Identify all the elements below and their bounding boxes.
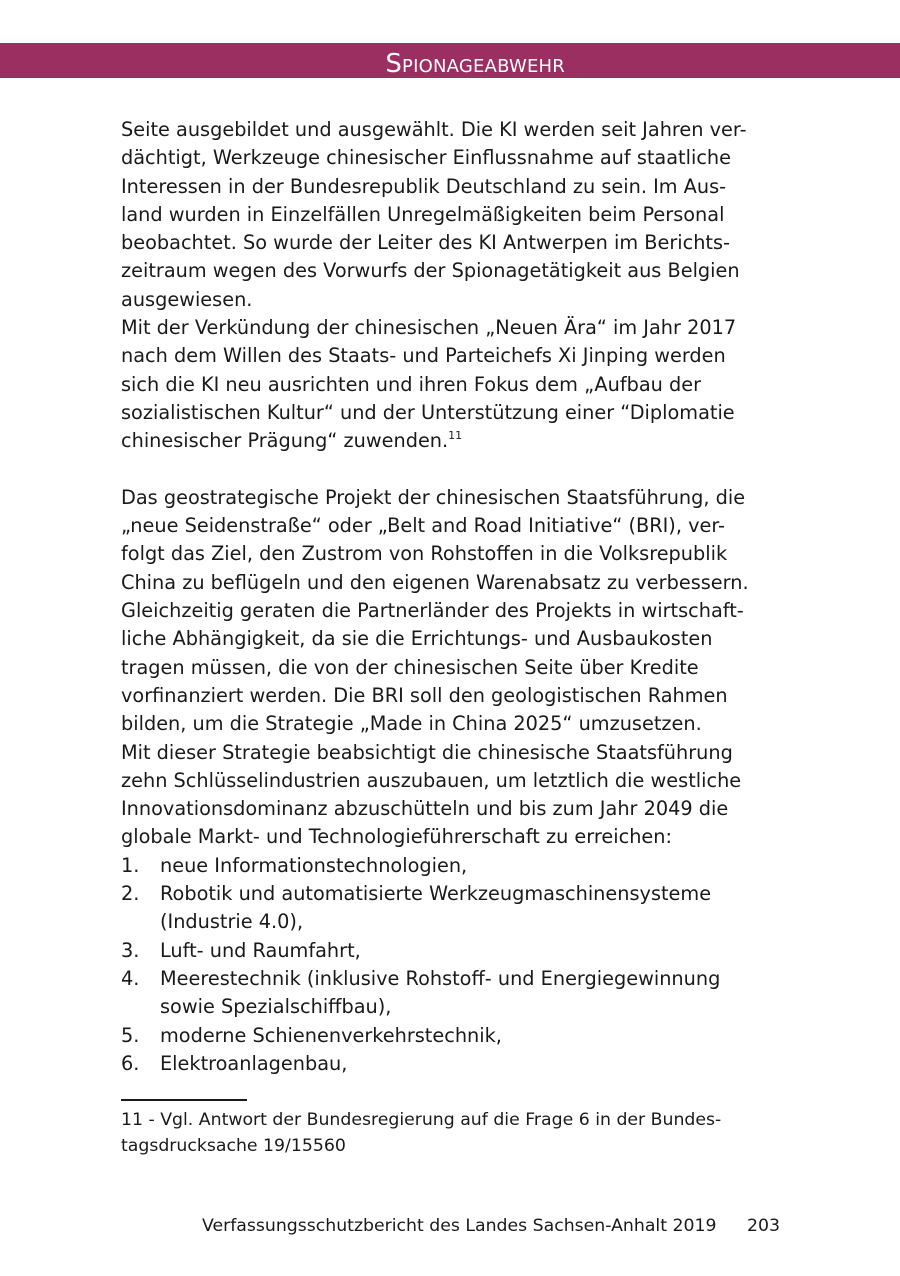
list-item-text: neue Informationstechnologien, bbox=[160, 853, 468, 877]
text-line: liche Abhängigkeit, da sie die Errichtungs- und Ausbaukosten bbox=[121, 627, 713, 651]
text-line: Mit der Verkündung der chinesischen „Neuen Ära“ im Jahr 2017 bbox=[121, 316, 737, 340]
paragraph-3 bbox=[121, 484, 781, 739]
text-line: nach dem Willen des Staats- und Parteichefs Xi Jinping werden bbox=[121, 344, 726, 368]
text-line: dächtigt, Werkzeuge chinesischer Einflussnahme auf staatliche bbox=[121, 146, 732, 170]
list-item-text: Luft- und Raumfahrt, bbox=[160, 938, 361, 962]
text-line: land wurden in Einzelfällen Unregelmäßigkeiten beim Personal bbox=[121, 202, 725, 226]
list-number: 2. bbox=[121, 882, 140, 906]
footnote-line: tagsdrucksache 19/15560 bbox=[121, 1136, 346, 1156]
list-item-text: Robotik und automatisierte Werkzeugmaschinensysteme bbox=[160, 882, 712, 906]
text-line: vorfinanziert werden. Die BRI soll den geologistischen Rahmen bbox=[121, 683, 728, 707]
text-line: Gleichzeitig geraten die Partnerländer des Projekts in wirtschaft- bbox=[121, 599, 744, 623]
text-line: zehn Schlüsselindustrien auszubauen, um letztlich die westliche bbox=[121, 768, 742, 792]
text-line: ausgewiesen. bbox=[121, 287, 253, 311]
paragraph-1 bbox=[121, 116, 781, 314]
list-item bbox=[121, 852, 781, 880]
text-line: globale Markt- und Technologieführerschaft zu erreichen: bbox=[121, 825, 672, 849]
list-item-continuation: sowie Spezialschiffbau), bbox=[160, 995, 392, 1019]
footnote-line: 11 - Vgl. Antwort der Bundesregierung auf die Frage 6 in der Bundes- bbox=[121, 1110, 722, 1130]
footnote bbox=[121, 1107, 781, 1159]
page-number: 203 bbox=[747, 1216, 780, 1236]
list-item-continuation: (Industrie 4.0), bbox=[160, 910, 304, 934]
text-line: Das geostrategische Projekt der chinesischen Staatsführung, die bbox=[121, 485, 746, 509]
text-line: bilden, um die Strategie „Made in China 2025“ umzusetzen. bbox=[121, 712, 702, 736]
list-item bbox=[121, 880, 781, 908]
list-item-text: Elektroanlagenbau, bbox=[160, 1051, 348, 1075]
section-header-bar bbox=[0, 43, 900, 78]
line-text: chinesischer Prägung“ zuwenden. bbox=[121, 429, 449, 453]
footnote-divider bbox=[121, 1099, 247, 1101]
text-line: Innovationsdominanz abzuschütteln und bis zum Jahr 2049 die bbox=[121, 797, 729, 821]
text-line: sich die KI neu ausrichten und ihren Fokus dem „Aufbau der bbox=[121, 372, 702, 396]
text-line: Mit dieser Strategie beabsichtigt die chinesische Staatsführung bbox=[121, 740, 733, 764]
footnote-reference: 11 bbox=[448, 429, 463, 443]
text-line: „neue Seidenstraße“ oder „Belt and Road Initiative“ (BRI), ver- bbox=[121, 514, 725, 538]
main-text bbox=[121, 116, 781, 1078]
text-line: beobachtet. So wurde der Leiter des KI Antwerpen im Berichts- bbox=[121, 231, 730, 255]
list-item bbox=[121, 937, 781, 965]
text-line: zeitraum wegen des Vorwurfs der Spionagetätigkeit aus Belgien bbox=[121, 259, 740, 283]
text-line: China zu beflügeln und den eigenen Warenabsatz zu verbessern. bbox=[121, 570, 749, 594]
industry-list bbox=[121, 852, 781, 1078]
footer-publication-title: Verfassungsschutzbericht des Landes Sachsen-Anhalt 2019 bbox=[202, 1216, 717, 1236]
text-line: Interessen in der Bundesrepublik Deutschland zu sein. Im Aus- bbox=[121, 174, 727, 198]
text-line bbox=[121, 427, 781, 455]
text-line: tragen müssen, die von der chinesischen Seite über Kredite bbox=[121, 655, 699, 679]
list-number: 5. bbox=[121, 1023, 140, 1047]
paragraph-4 bbox=[121, 739, 781, 852]
list-number: 3. bbox=[121, 938, 140, 962]
text-line: folgt das Ziel, den Zustrom von Rohstoffen in die Volksrepublik bbox=[121, 542, 728, 566]
paragraph-2 bbox=[121, 314, 781, 455]
list-item bbox=[121, 1022, 781, 1050]
list-item-text: moderne Schienenverkehrstechnik, bbox=[160, 1023, 502, 1047]
list-item bbox=[121, 1050, 781, 1078]
list-number: 4. bbox=[121, 966, 140, 990]
section-title: Spionageabwehr bbox=[385, 49, 565, 79]
text-line: sozialistischen Kultur“ und der Unterstützung einer “Diplomatie bbox=[121, 400, 735, 424]
list-item-text: Meerestechnik (inklusive Rohstoff- und Energiegewinnung bbox=[160, 966, 721, 990]
text-line: Seite ausgebildet und ausgewählt. Die KI werden seit Jahren ver- bbox=[121, 118, 747, 141]
list-number: 6. bbox=[121, 1051, 140, 1075]
list-item bbox=[121, 965, 781, 993]
list-number: 1. bbox=[121, 853, 140, 877]
